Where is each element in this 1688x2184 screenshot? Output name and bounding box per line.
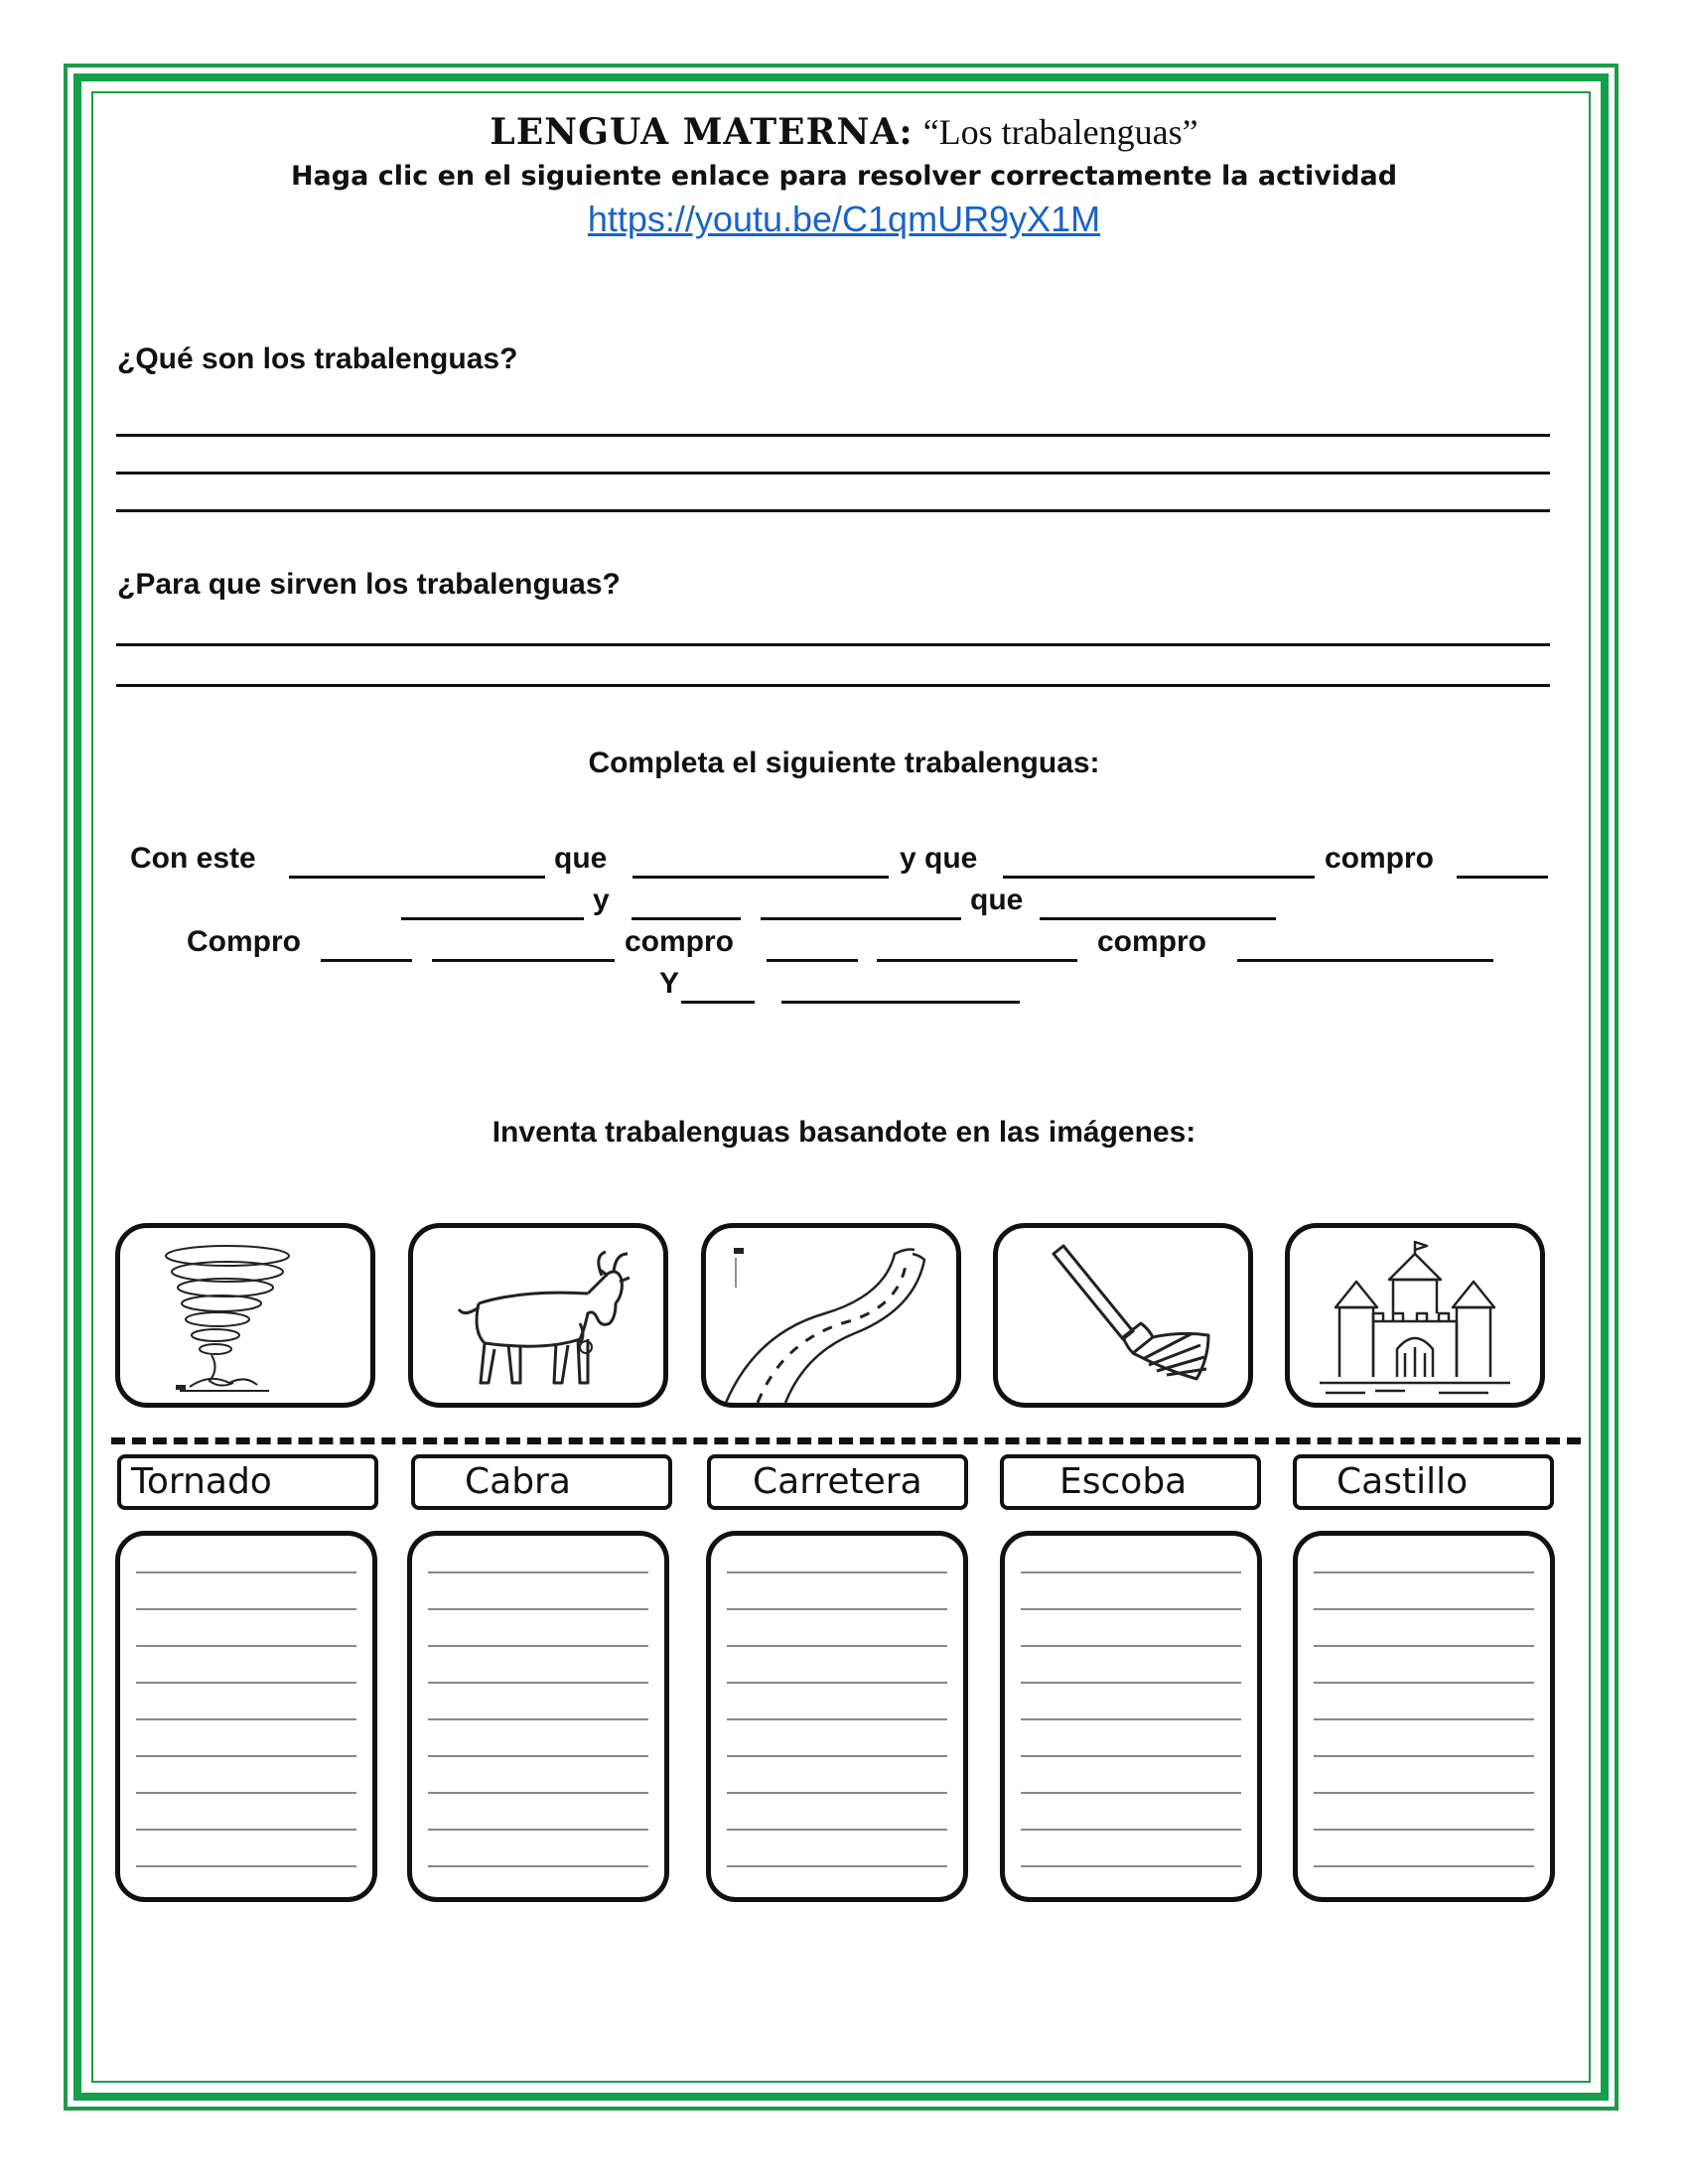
- label-carretera: Carretera: [707, 1454, 968, 1510]
- goat-icon: [413, 1228, 663, 1403]
- answer-line[interactable]: [116, 643, 1550, 646]
- writing-rule: [1314, 1682, 1534, 1684]
- writing-rule: [1314, 1792, 1534, 1794]
- writing-rule: [136, 1829, 356, 1831]
- question-2: ¿Para que sirven los trabalenguas?: [117, 568, 621, 601]
- writing-rule: [428, 1718, 648, 1720]
- label-escoba: Escoba: [1000, 1454, 1261, 1510]
- writing-box-escoba[interactable]: [1000, 1531, 1262, 1902]
- writing-rule: [1021, 1682, 1241, 1684]
- completa-blank[interactable]: [767, 959, 858, 962]
- writing-rule: [136, 1608, 356, 1610]
- completa-blank[interactable]: [781, 1001, 1020, 1004]
- answer-line[interactable]: [116, 472, 1550, 475]
- writing-rule: [136, 1718, 356, 1720]
- writing-rule: [136, 1792, 356, 1794]
- writing-rule: [727, 1792, 947, 1794]
- completa-word: y: [593, 884, 610, 916]
- writing-rule: [136, 1571, 356, 1573]
- completa-word: compro: [1325, 842, 1435, 875]
- completa-blank[interactable]: [289, 876, 545, 879]
- instruction-text: Haga clic en el siguiente enlace para resolver correctamente la actividad: [290, 161, 1398, 192]
- writing-rule: [727, 1682, 947, 1684]
- picture-card-road: [701, 1223, 961, 1408]
- writing-rule: [428, 1682, 648, 1684]
- completa-blank[interactable]: [681, 1001, 755, 1004]
- inventa-heading: Inventa trabalenguas basandote en las imágenes:: [492, 1116, 1196, 1149]
- writing-rule: [428, 1829, 648, 1831]
- writing-rule: [1314, 1571, 1534, 1573]
- writing-rule: [1021, 1865, 1241, 1867]
- completa-word: y que: [900, 842, 978, 875]
- answer-line[interactable]: [116, 434, 1550, 437]
- writing-rule: [1021, 1792, 1241, 1794]
- completa-word: Con este: [130, 842, 256, 875]
- cut-line: [111, 1437, 1581, 1444]
- completa-word: que: [970, 884, 1024, 916]
- completa-blank[interactable]: [761, 917, 961, 920]
- label-castillo: Castillo: [1293, 1454, 1554, 1510]
- picture-card-goat: [408, 1223, 668, 1408]
- writing-box-tornado[interactable]: [115, 1531, 377, 1902]
- writing-rule: [428, 1755, 648, 1757]
- writing-rule: [1021, 1755, 1241, 1757]
- writing-rule: [428, 1645, 648, 1647]
- writing-rule: [727, 1865, 947, 1867]
- page-title: [0, 111, 1688, 153]
- writing-rule: [727, 1571, 947, 1573]
- writing-rule: [1314, 1645, 1534, 1647]
- writing-rule: [1314, 1829, 1534, 1831]
- writing-rule: [1021, 1645, 1241, 1647]
- broom-icon: [998, 1228, 1248, 1403]
- writing-rule: [136, 1755, 356, 1757]
- writing-rule: [727, 1608, 947, 1610]
- answer-line[interactable]: [116, 684, 1550, 687]
- completa-word: Compro: [187, 925, 301, 958]
- question-1: ¿Qué son los trabalenguas?: [117, 342, 518, 375]
- completa-blank[interactable]: [1457, 876, 1548, 879]
- completa-blank[interactable]: [877, 959, 1077, 962]
- writing-rule: [428, 1571, 648, 1573]
- label-tornado: Tornado: [117, 1454, 378, 1510]
- writing-rule: [428, 1792, 648, 1794]
- picture-card-castle: [1285, 1223, 1545, 1408]
- castle-icon: [1290, 1228, 1540, 1403]
- writing-rule: [136, 1865, 356, 1867]
- writing-rule: [1314, 1608, 1534, 1610]
- writing-rule: [1314, 1755, 1534, 1757]
- writing-rule: [1314, 1718, 1534, 1720]
- completa-blank[interactable]: [632, 917, 741, 920]
- completa-blank[interactable]: [1237, 959, 1493, 962]
- completa-word: Y: [659, 967, 680, 1000]
- completa-blank[interactable]: [1040, 917, 1276, 920]
- writing-rule: [1314, 1865, 1534, 1867]
- completa-blank[interactable]: [401, 917, 584, 920]
- picture-card-tornado: [115, 1223, 375, 1408]
- writing-box-cabra[interactable]: [407, 1531, 669, 1902]
- writing-rule: [136, 1645, 356, 1647]
- road-icon: [706, 1228, 956, 1403]
- completa-word: compro: [1097, 925, 1207, 958]
- writing-rule: [727, 1829, 947, 1831]
- writing-box-carretera[interactable]: [706, 1531, 968, 1902]
- writing-rule: [1021, 1718, 1241, 1720]
- writing-rule: [136, 1682, 356, 1684]
- completa-blank[interactable]: [1003, 876, 1315, 879]
- writing-rule: [428, 1608, 648, 1610]
- title-label: LENGUA MATERNA:: [490, 111, 914, 153]
- completa-word: que: [554, 842, 608, 875]
- label-cabra: Cabra: [411, 1454, 672, 1510]
- completa-blank[interactable]: [633, 876, 889, 879]
- tornado-icon: [120, 1228, 370, 1403]
- completa-blank[interactable]: [321, 959, 412, 962]
- completa-word: compro: [625, 925, 735, 958]
- answer-line[interactable]: [116, 509, 1550, 512]
- title-quote: “Los trabalenguas”: [922, 112, 1198, 152]
- writing-box-castillo[interactable]: [1293, 1531, 1555, 1902]
- writing-rule: [727, 1645, 947, 1647]
- completa-blank[interactable]: [432, 959, 615, 962]
- writing-rule: [1021, 1829, 1241, 1831]
- completa-heading: Completa el siguiente trabalenguas:: [588, 747, 1100, 779]
- writing-rule: [727, 1718, 947, 1720]
- writing-rule: [1021, 1608, 1241, 1610]
- writing-rule: [727, 1755, 947, 1757]
- writing-rule: [1021, 1571, 1241, 1573]
- writing-rule: [428, 1865, 648, 1867]
- picture-card-broom: [993, 1223, 1253, 1408]
- video-link[interactable]: https://youtu.be/C1qmUR9yX1M: [587, 199, 1101, 239]
